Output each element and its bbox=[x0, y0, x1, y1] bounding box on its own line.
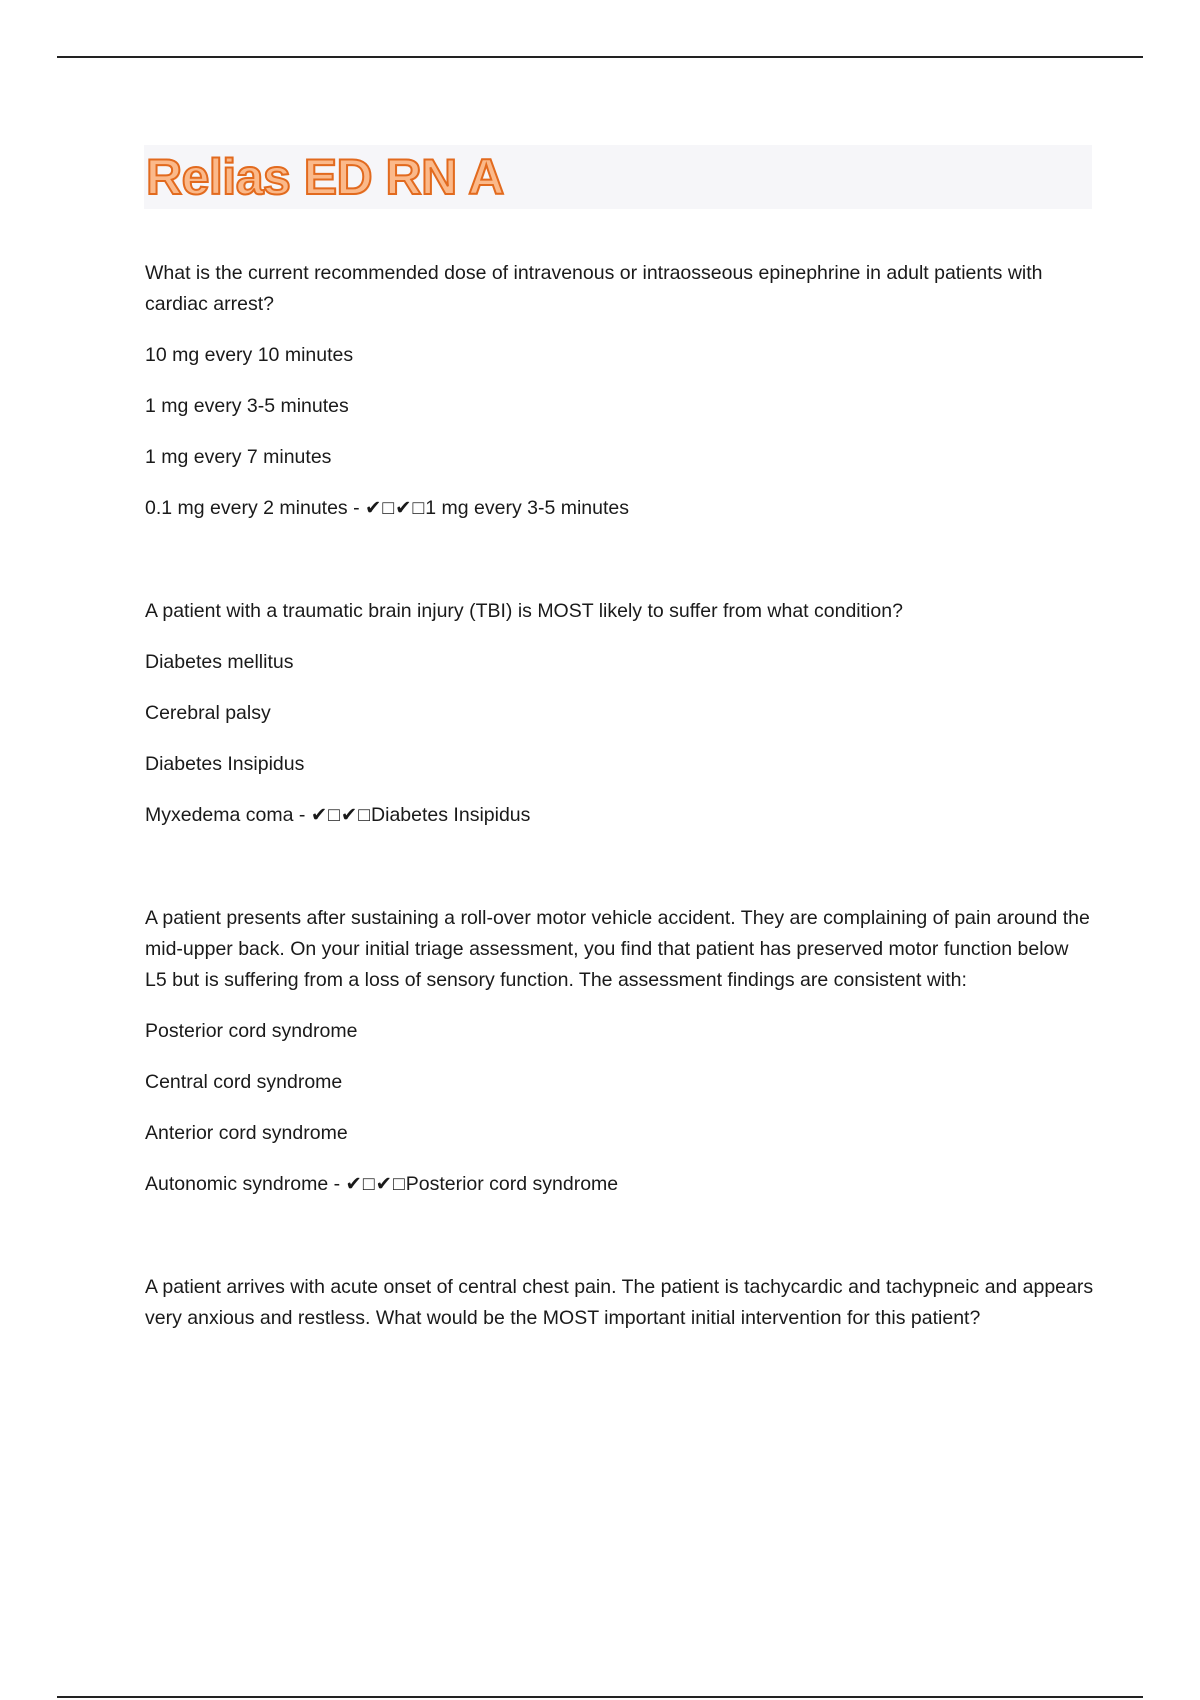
header-rule bbox=[57, 56, 1143, 58]
answer-option-last: Myxedema coma - bbox=[145, 804, 306, 826]
correct-answer: Diabetes Insipidus bbox=[371, 804, 531, 826]
question-text: A patient with a traumatic brain injury (TBI) is MOST likely to suffer from what condition? bbox=[145, 600, 903, 622]
answer-option: Diabetes mellitus bbox=[145, 651, 294, 673]
question-block-1 bbox=[145, 258, 1095, 524]
document-body bbox=[145, 258, 1095, 1406]
footer-rule bbox=[57, 1696, 1143, 1698]
answer-option: 10 mg every 10 minutes bbox=[145, 344, 354, 366]
checkmark-icon: ✔□✔□ bbox=[365, 497, 426, 519]
answer-option-last: Autonomic syndrome - bbox=[145, 1173, 341, 1195]
answer-option: Central cord syndrome bbox=[145, 1071, 343, 1093]
correct-answer: Posterior cord syndrome bbox=[405, 1173, 619, 1195]
answer-option: Posterior cord syndrome bbox=[145, 1020, 358, 1042]
answer-option-with-key bbox=[145, 1169, 1095, 1200]
answer-option-with-key bbox=[145, 800, 1095, 831]
correct-answer: 1 mg every 3-5 minutes bbox=[425, 497, 630, 519]
answer-option: Diabetes Insipidus bbox=[145, 753, 305, 775]
question-block-3 bbox=[145, 903, 1095, 1200]
document-title: Relias ED RN A bbox=[146, 149, 504, 205]
question-text: A patient presents after sustaining a roll-over motor vehicle accident. They are complaining of pain around the mid-upper back. On your initial triage assessment, you find that patient has preserved motor function below L5 but is suffering from a loss of sensory function. The assessment findings are consistent with: bbox=[145, 907, 1090, 991]
answer-option-with-key bbox=[145, 493, 1095, 524]
question-block-2 bbox=[145, 596, 1095, 831]
answer-option: 1 mg every 3-5 minutes bbox=[145, 395, 349, 417]
answer-option-last: 0.1 mg every 2 minutes - bbox=[145, 497, 360, 519]
checkmark-icon: ✔□✔□ bbox=[345, 1173, 406, 1195]
question-block-4 bbox=[145, 1272, 1095, 1334]
answer-option: Cerebral palsy bbox=[145, 702, 271, 724]
title-banner bbox=[144, 145, 1092, 209]
answer-option: 1 mg every 7 minutes bbox=[145, 446, 332, 468]
checkmark-icon: ✔□✔□ bbox=[310, 804, 372, 826]
question-text: What is the current recommended dose of intravenous or intraosseous epinephrine in adult patients with cardiac arrest? bbox=[145, 262, 1043, 315]
question-text: A patient arrives with acute onset of central chest pain. The patient is tachycardic and tachypneic and appears very anxious and restless. What would be the MOST important initial intervention for this patient? bbox=[145, 1276, 1094, 1329]
answer-option: Anterior cord syndrome bbox=[145, 1122, 348, 1144]
